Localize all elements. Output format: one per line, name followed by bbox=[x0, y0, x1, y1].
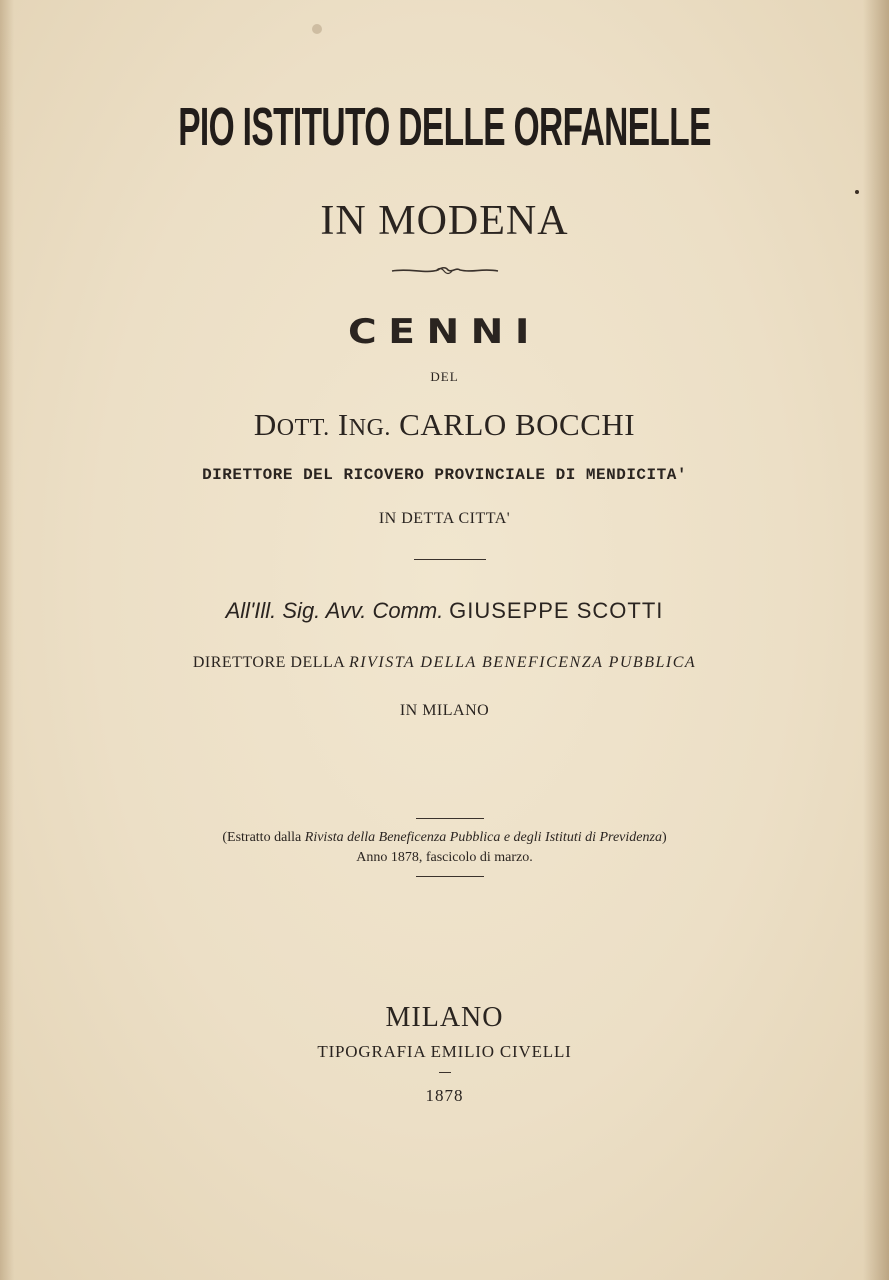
imprint-dash bbox=[439, 1072, 451, 1073]
author-degree-rest: NG. bbox=[348, 415, 391, 441]
paper-speck bbox=[855, 190, 859, 194]
ornament-flourish-icon bbox=[390, 262, 500, 278]
dedication-title bbox=[0, 654, 889, 672]
extract-issue: Anno 1878, fascicolo di marzo. bbox=[356, 850, 533, 865]
author-prefix-rest: OTT. bbox=[276, 415, 330, 441]
extract-journal: Rivista della Beneficenza Pubblica e degli Istituti di Previdenza bbox=[304, 830, 662, 845]
author-prefix-initial: D bbox=[253, 407, 277, 442]
heading-cenni: CENNI bbox=[348, 312, 541, 352]
subtitle-city: IN MODENA bbox=[320, 198, 569, 244]
dedication-line bbox=[0, 598, 889, 624]
imprint-year: 1878 bbox=[425, 1086, 464, 1105]
author-role-city: IN DETTA CITTA' bbox=[378, 510, 511, 527]
imprint-city: MILANO bbox=[385, 1002, 504, 1033]
divider-rule bbox=[414, 559, 486, 560]
by-label: DEL bbox=[430, 369, 459, 384]
extract-open: (Estratto dalla bbox=[222, 830, 302, 845]
dedication-journal: RIVISTA DELLA BENEFICENZA PUBBLICA bbox=[348, 654, 697, 671]
author-name: CARLO BOCCHI bbox=[399, 407, 636, 442]
author-role: DIRETTORE DEL RICOVERO PROVINCIALE DI MENDICITA' bbox=[202, 466, 687, 484]
author-line bbox=[0, 407, 889, 443]
extract-rule-top bbox=[416, 818, 484, 819]
extract-rule-bottom bbox=[416, 876, 484, 877]
imprint-printer: TIPOGRAFIA EMILIO CIVELLI bbox=[317, 1042, 572, 1061]
extract-note bbox=[0, 830, 889, 846]
paper-stain bbox=[312, 24, 322, 34]
author-degree-initial: I bbox=[337, 407, 349, 442]
dedication-honorific: All'Ill. Sig. Avv. Comm. bbox=[225, 598, 444, 623]
dedication-city: IN MILANO bbox=[399, 702, 490, 719]
dedication-name: GIUSEPPE SCOTTI bbox=[449, 598, 664, 623]
main-title: PIO ISTITUTO DELLE ORFANELLE bbox=[178, 97, 711, 157]
extract-close: ) bbox=[661, 830, 667, 845]
dedication-title-prefix: DIRETTORE DELLA bbox=[192, 654, 345, 671]
